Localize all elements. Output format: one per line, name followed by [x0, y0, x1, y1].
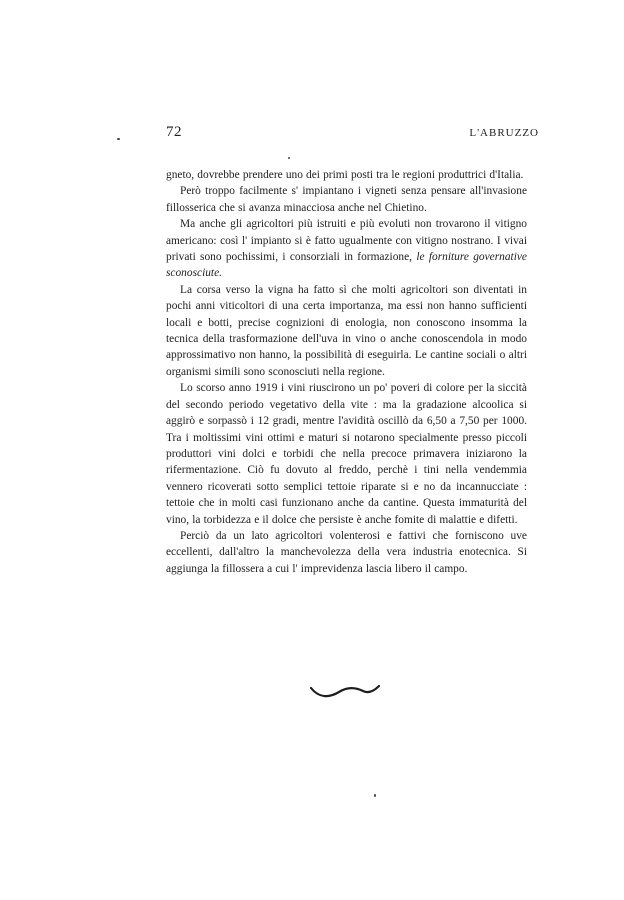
page-number: 72 — [166, 124, 182, 140]
paper-speck — [288, 157, 290, 159]
paragraph-3 — [166, 216, 527, 282]
paragraph-5: Lo scorso anno 1919 i vini riuscirono un po' poveri di colore per la siccità del secondo periodo vegetativo della vite : ma la gradazione alcoolica si aggirò e sorpassò i 12 gradi, mentre l'avidità oscillò da 6,50 a 7,50 per 1000. Tra i moltissimi vini ottimi e maturi si notarono specialmente presso piccoli produttori vini dolci e torbidi che nella precoce primavera iniziarono la rifermentazione. Ciò fu dovuto al freddo, perchè i tini nella vendemmia vennero ricoverati sotto semplici tettoie riparate si e no da incannucciate : tettoie che in molti casi funzionano anche da cantine. Questa immaturità del vino, la torbidezza e il dolce che persiste è anche fomite di malattie e difetti. — [166, 382, 527, 526]
paragraph-3-text: Ma anche gli agricoltori più istruiti e più evoluti non trovarono il vitigno americano: così l' impianto si è fatto ugualmente con vitigno nostrano. I vivai privati sono pochissimi, i consorziali in formazione, — [166, 218, 527, 264]
paper-speck — [117, 138, 120, 140]
body-text — [166, 167, 527, 577]
tilde-flourish-icon — [309, 682, 381, 700]
paragraph-6: Perciò da un lato agricoltori volenterosi e fattivi che forniscono uve eccellenti, dall'altro la manchevolezza della vera industria enotecnica. Si aggiunga la fillossera a cui l' imprevidenza lascia libero il campo. — [166, 529, 527, 575]
paper-speck — [374, 794, 376, 797]
running-head: L'ABRUZZO — [469, 127, 539, 139]
paragraph-2: Però troppo facilmente s' impiantano i vigneti senza pensare all'invasione fillosserica che si avanza minacciosa anche nel Chietino. — [166, 185, 527, 214]
paragraph-4: La corsa verso la vigna ha fatto sì che molti agricoltori son diventati in pochi anni viticoltori di una certa importanza, ma essi non hanno sufficienti locali e botti, precise cognizioni di enologia, non conoscono insomma la tecnica della trasformazione dell'uva in vino o anche conoscendola in modo approssimativo non hanno, la possibilità di eseguirla. Le cantine sociali o altri organismi simili sono sconosciuti nella regione. — [166, 283, 527, 378]
page-header — [166, 124, 539, 146]
paragraph-1: gneto, dovrebbe prendere uno dei primi posti tra le regioni produttrici d'Italia. — [166, 169, 524, 181]
paragraph-3-italic: le forniture governative sconosciute. — [166, 251, 527, 280]
